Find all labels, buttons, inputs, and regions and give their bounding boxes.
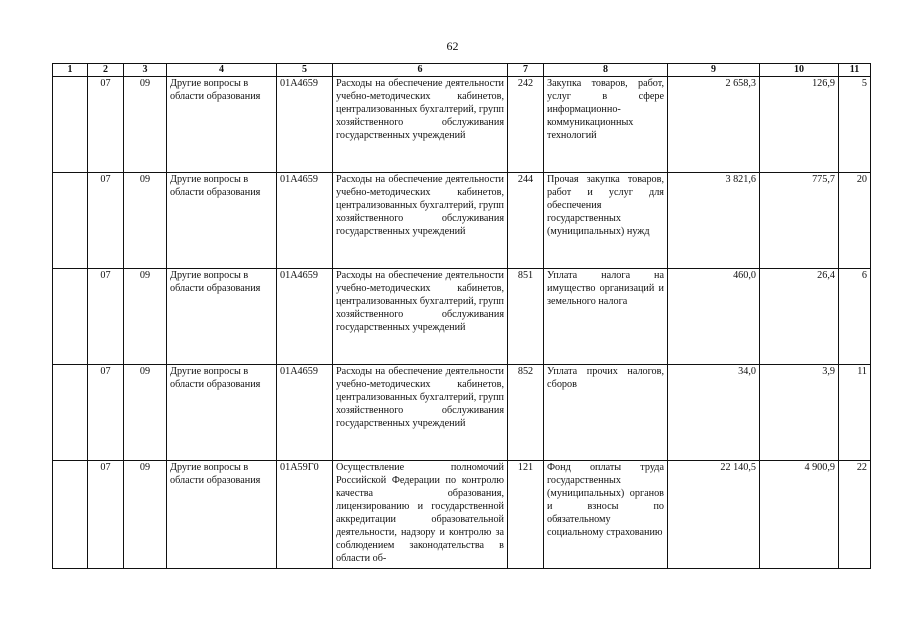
cell-amount-executed: 775,7	[760, 173, 839, 269]
header-row	[53, 64, 871, 77]
column-header-4: 4	[167, 64, 277, 77]
cell-section-code: 07	[88, 365, 124, 461]
cell-target-article: 01А4659	[277, 269, 333, 365]
table-body	[53, 77, 871, 569]
cell-target-article: 01А4659	[277, 173, 333, 269]
cell-expense-type-code: 242	[508, 77, 544, 173]
cell-percent: 22	[839, 461, 871, 569]
column-header-11: 11	[839, 64, 871, 77]
cell-section-name: Другие вопросы в области образования	[167, 365, 277, 461]
cell-col-1	[53, 461, 88, 569]
cell-section-code: 07	[88, 173, 124, 269]
cell-amount-planned: 3 821,6	[668, 173, 760, 269]
cell-section-code: 07	[88, 77, 124, 173]
cell-target-article: 01А4659	[277, 77, 333, 173]
cell-subsection-code: 09	[124, 173, 167, 269]
table-row	[53, 173, 871, 269]
cell-expense-type-code: 244	[508, 173, 544, 269]
cell-section-name: Другие вопросы в области образования	[167, 269, 277, 365]
cell-section-name: Другие вопросы в области образования	[167, 461, 277, 569]
cell-target-article: 01А59Г0	[277, 461, 333, 569]
cell-percent: 5	[839, 77, 871, 173]
cell-expense-type-name: Уплата налога на имущество организаций и земельного налога	[544, 269, 668, 365]
column-header-8: 8	[544, 64, 668, 77]
cell-amount-planned: 34,0	[668, 365, 760, 461]
cell-subsection-code: 09	[124, 365, 167, 461]
cell-section-code: 07	[88, 269, 124, 365]
cell-percent: 11	[839, 365, 871, 461]
column-header-7: 7	[508, 64, 544, 77]
cell-section-name: Другие вопросы в области образования	[167, 77, 277, 173]
cell-expense-type-code: 121	[508, 461, 544, 569]
column-header-9: 9	[668, 64, 760, 77]
cell-amount-executed: 26,4	[760, 269, 839, 365]
cell-section-code: 07	[88, 461, 124, 569]
cell-expense-type-name: Фонд оплаты труда государственных (муниципальных) органов и взносы по обязательному социальному страхованию	[544, 461, 668, 569]
cell-amount-executed: 4 900,9	[760, 461, 839, 569]
column-header-1: 1	[53, 64, 88, 77]
cell-amount-executed: 126,9	[760, 77, 839, 173]
column-header-6: 6	[333, 64, 508, 77]
column-header-2: 2	[88, 64, 124, 77]
cell-expense-type-code: 852	[508, 365, 544, 461]
cell-amount-planned: 22 140,5	[668, 461, 760, 569]
cell-expense-type-name: Закупка товаров, работ, услуг в сфере информационно-коммуникационных технологий	[544, 77, 668, 173]
cell-subsection-code: 09	[124, 269, 167, 365]
column-header-10: 10	[760, 64, 839, 77]
cell-col-1	[53, 269, 88, 365]
cell-target-description: Расходы на обеспечение деятельности учебно-методических кабинетов, централизованных бухгалтерий, групп хозяйственного обслуживания государственных учреждений	[333, 173, 508, 269]
table-header	[53, 64, 871, 77]
cell-subsection-code: 09	[124, 461, 167, 569]
page-number: 62	[446, 39, 459, 53]
cell-col-1	[53, 365, 88, 461]
cell-col-1	[53, 173, 88, 269]
cell-percent: 6	[839, 269, 871, 365]
cell-target-description: Расходы на обеспечение деятельности учебно-методических кабинетов, централизованных бухгалтерий, групп хозяйственного обслуживания государственных учреждений	[333, 77, 508, 173]
table-row	[53, 269, 871, 365]
cell-section-name: Другие вопросы в области образования	[167, 173, 277, 269]
cell-col-1	[53, 77, 88, 173]
cell-amount-planned: 2 658,3	[668, 77, 760, 173]
table-row	[53, 77, 871, 173]
cell-target-article: 01А4659	[277, 365, 333, 461]
column-header-3: 3	[124, 64, 167, 77]
table-row	[53, 461, 871, 569]
cell-target-description: Осуществление полномочий Российской Федерации по контролю качества образования, лицензированию и государственной аккредитации образовательной деятельности, надзору и контролю за соблюдением законодательства в области об-	[333, 461, 508, 569]
cell-expense-type-name: Уплата прочих налогов, сборов	[544, 365, 668, 461]
cell-expense-type-name: Прочая закупка товаров, работ и услуг для обеспечения государственных (муниципальных) нужд	[544, 173, 668, 269]
budget-table	[52, 63, 871, 569]
cell-target-description: Расходы на обеспечение деятельности учебно-методических кабинетов, централизованных бухгалтерий, групп хозяйственного обслуживания государственных учреждений	[333, 269, 508, 365]
cell-subsection-code: 09	[124, 77, 167, 173]
table-row	[53, 365, 871, 461]
cell-amount-executed: 3,9	[760, 365, 839, 461]
cell-expense-type-code: 851	[508, 269, 544, 365]
cell-amount-planned: 460,0	[668, 269, 760, 365]
cell-percent: 20	[839, 173, 871, 269]
column-header-5: 5	[277, 64, 333, 77]
cell-target-description: Расходы на обеспечение деятельности учебно-методических кабинетов, централизованных бухгалтерий, групп хозяйственного обслуживания государственных учреждений	[333, 365, 508, 461]
